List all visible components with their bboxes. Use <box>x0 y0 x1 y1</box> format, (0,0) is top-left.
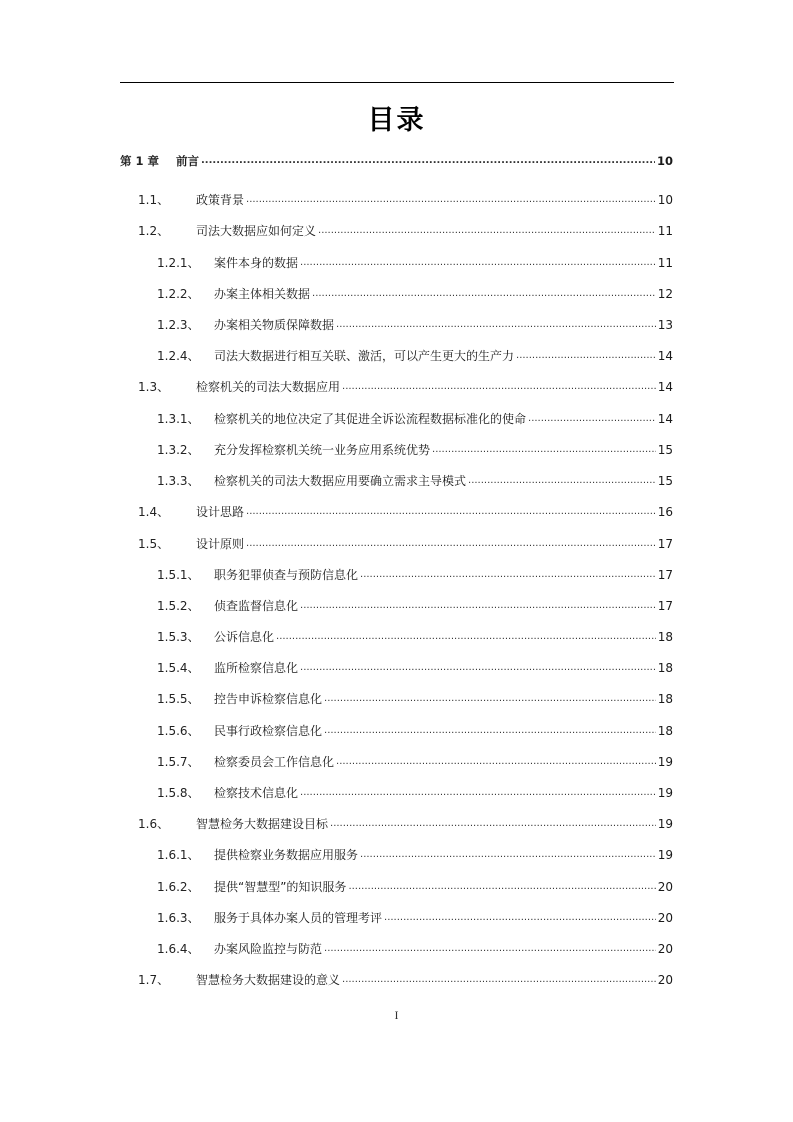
toc-chapter-number: 第 1 章 <box>120 154 160 168</box>
toc-entry-number: 1.4、 <box>138 505 170 519</box>
toc-entry-chapter-1[interactable] <box>120 151 673 171</box>
toc-entry-title: 检察机关的司法大数据应用要确立需求主导模式 <box>214 474 467 488</box>
toc-entry[interactable] <box>157 877 673 897</box>
toc-entry-title: 监所检察信息化 <box>214 661 299 675</box>
toc-entry-number: 1.6.3、 <box>157 911 200 925</box>
toc-entry[interactable] <box>138 534 673 554</box>
toc-page-number: 19 <box>657 817 673 831</box>
toc-page-number: 18 <box>657 661 673 675</box>
toc-page-number: 14 <box>657 412 673 426</box>
toc-dot-leader <box>468 471 656 491</box>
toc-entry[interactable] <box>157 346 673 366</box>
toc-page-number: 10 <box>656 154 673 168</box>
toc-entry-number: 1.5.3、 <box>157 630 200 644</box>
toc-dot-leader <box>246 534 656 554</box>
toc-entry-title: 提供检察业务数据应用服务 <box>214 848 359 862</box>
toc-page-number: 15 <box>657 443 673 457</box>
toc-entry-number: 1.2.4、 <box>157 349 200 363</box>
toc-entry-title: 办案主体相关数据 <box>214 287 311 301</box>
toc-page-number: 16 <box>657 505 673 519</box>
toc-entry[interactable] <box>157 845 673 865</box>
toc-entry-number: 1.3.1、 <box>157 412 200 426</box>
toc-entry[interactable] <box>157 315 673 335</box>
toc-page-number: 17 <box>657 537 673 551</box>
toc-entry-number: 1.3.2、 <box>157 443 200 457</box>
toc-entry-number: 1.5.1、 <box>157 568 200 582</box>
toc-entry-number: 1.2.3、 <box>157 318 200 332</box>
toc-entry-number: 1.5.2、 <box>157 599 200 613</box>
toc-entry-title: 设计原则 <box>196 537 245 551</box>
toc-entry-title: 民事行政检察信息化 <box>214 724 323 738</box>
toc-entry-title: 设计思路 <box>196 505 245 519</box>
toc-entry-title: 办案相关物质保障数据 <box>214 318 335 332</box>
toc-page-number: 12 <box>657 287 673 301</box>
toc-entry[interactable] <box>138 190 673 210</box>
toc-entry[interactable] <box>157 471 673 491</box>
header-rule <box>120 82 674 83</box>
toc-entry-number: 1.6.1、 <box>157 848 200 862</box>
toc-page-number: 20 <box>657 911 673 925</box>
toc-entry-title: 司法大数据进行相互关联、激活，可以产生更大的生产力 <box>214 349 515 363</box>
toc-entry[interactable] <box>138 221 673 241</box>
toc-dot-leader <box>330 814 656 834</box>
toc-dot-leader <box>324 721 656 741</box>
toc-dot-leader <box>246 502 656 522</box>
toc-entry[interactable] <box>157 689 673 709</box>
toc-dot-leader <box>201 151 655 171</box>
toc-page-number: 15 <box>657 474 673 488</box>
toc-entry[interactable] <box>157 658 673 678</box>
toc-entry-number: 1.2.1、 <box>157 256 200 270</box>
toc-entry-number: 1.5.5、 <box>157 692 200 706</box>
toc-entry-number: 1.6.2、 <box>157 880 200 894</box>
toc-entry[interactable] <box>138 502 673 522</box>
toc-page-number: 13 <box>657 318 673 332</box>
toc-entry-title: 公诉信息化 <box>214 630 275 644</box>
toc-page-number: 10 <box>657 193 673 207</box>
toc-page-number: 20 <box>657 973 673 987</box>
toc-dot-leader <box>384 908 656 928</box>
toc-entry[interactable] <box>157 627 673 647</box>
toc-entry-number: 1.6.4、 <box>157 942 200 956</box>
toc-dot-leader <box>360 845 656 865</box>
toc-chapter-title: 前言 <box>176 154 199 168</box>
toc-entry-title: 办案风险监控与防范 <box>214 942 323 956</box>
toc-entry-number: 1.5.4、 <box>157 661 200 675</box>
toc-page-number: 20 <box>657 880 673 894</box>
toc-dot-leader <box>342 377 656 397</box>
toc-dot-leader <box>336 752 656 772</box>
toc-dot-leader <box>528 409 656 429</box>
toc-entry-title: 检察委员会工作信息化 <box>214 755 335 769</box>
toc-entry-number: 1.2.2、 <box>157 287 200 301</box>
toc-dot-leader <box>336 315 656 335</box>
toc-entry-title: 检察机关的司法大数据应用 <box>196 380 341 394</box>
toc-page-number: 11 <box>657 224 673 238</box>
toc-entry-title: 智慧检务大数据建设的意义 <box>196 973 341 987</box>
toc-entry-title: 检察技术信息化 <box>214 786 299 800</box>
toc-page-number: 11 <box>657 256 673 270</box>
toc-page-number: 18 <box>657 724 673 738</box>
toc-entry-title: 智慧检务大数据建设目标 <box>196 817 329 831</box>
toc-entry-title: 职务犯罪侦查与预防信息化 <box>214 568 359 582</box>
toc-page-number: 19 <box>657 755 673 769</box>
toc-entry-number: 1.5.7、 <box>157 755 200 769</box>
toc-entry-title: 政策背景 <box>196 193 245 207</box>
footer-page-number: I <box>394 1008 399 1022</box>
toc-dot-leader <box>348 877 655 897</box>
toc-entry[interactable] <box>157 284 673 304</box>
toc-entry-number: 1.3.3、 <box>157 474 200 488</box>
toc-page-number: 20 <box>657 942 673 956</box>
toc-entry-number: 1.5、 <box>138 537 170 551</box>
toc-entry[interactable] <box>157 440 673 460</box>
toc-dot-leader <box>300 596 656 616</box>
toc-entry[interactable] <box>157 565 673 585</box>
toc-page-number: 14 <box>657 380 673 394</box>
toc-entry[interactable] <box>138 970 673 990</box>
toc-dot-leader <box>276 627 656 647</box>
toc-entry-title: 充分发挥检察机关统一业务应用系统优势 <box>214 443 431 457</box>
toc-entry-number: 1.2、 <box>138 224 170 238</box>
toc-entry[interactable] <box>157 783 673 803</box>
toc-entry-number: 1.7、 <box>138 973 170 987</box>
toc-dot-leader <box>300 253 656 273</box>
toc-entry-number: 1.6、 <box>138 817 170 831</box>
toc-entry-title: 侦查监督信息化 <box>214 599 299 613</box>
toc-entry[interactable] <box>157 908 673 928</box>
toc-dot-leader <box>318 221 656 241</box>
toc-entry[interactable] <box>157 752 673 772</box>
toc-entry-title: 服务于具体办案人员的管理考评 <box>214 911 383 925</box>
toc-entry-number: 1.1、 <box>138 193 170 207</box>
toc-page-number: 18 <box>657 692 673 706</box>
toc-dot-leader <box>516 346 656 366</box>
toc-entry-number: 1.5.8、 <box>157 786 200 800</box>
toc-dot-leader <box>324 939 656 959</box>
toc-title: 目录 <box>367 105 426 136</box>
toc-entry-title: 控告申诉检察信息化 <box>214 692 323 706</box>
toc-page-number: 19 <box>657 786 673 800</box>
toc-dot-leader <box>342 970 656 990</box>
toc-entry[interactable] <box>157 939 673 959</box>
toc-dot-leader <box>312 284 656 304</box>
toc-entry-title: 提供“智慧型”的知识服务 <box>214 880 347 894</box>
toc-entry-title: 案件本身的数据 <box>214 256 299 270</box>
toc-entry-number: 1.3、 <box>138 380 170 394</box>
toc-entry-number: 1.5.6、 <box>157 724 200 738</box>
toc-entry[interactable] <box>138 377 673 397</box>
toc-entry[interactable] <box>138 814 673 834</box>
toc-page-number: 19 <box>657 848 673 862</box>
toc-page-number: 17 <box>657 599 673 613</box>
toc-entry-title: 检察机关的地位决定了其促进全诉讼流程数据标准化的使命 <box>214 412 527 426</box>
toc-entry-title: 司法大数据应如何定义 <box>196 224 317 238</box>
toc-dot-leader <box>300 783 656 803</box>
toc-dot-leader <box>432 440 656 460</box>
toc-dot-leader <box>324 689 656 709</box>
toc-page-number: 14 <box>657 349 673 363</box>
toc-dot-leader <box>300 658 656 678</box>
toc-entry[interactable] <box>157 409 673 429</box>
toc-dot-leader <box>246 190 656 210</box>
toc-page-number: 17 <box>657 568 673 582</box>
toc-entry[interactable] <box>157 596 673 616</box>
toc-page-number: 18 <box>657 630 673 644</box>
toc-dot-leader <box>360 565 656 585</box>
toc-entry[interactable] <box>157 253 673 273</box>
toc-entry[interactable] <box>157 721 673 741</box>
